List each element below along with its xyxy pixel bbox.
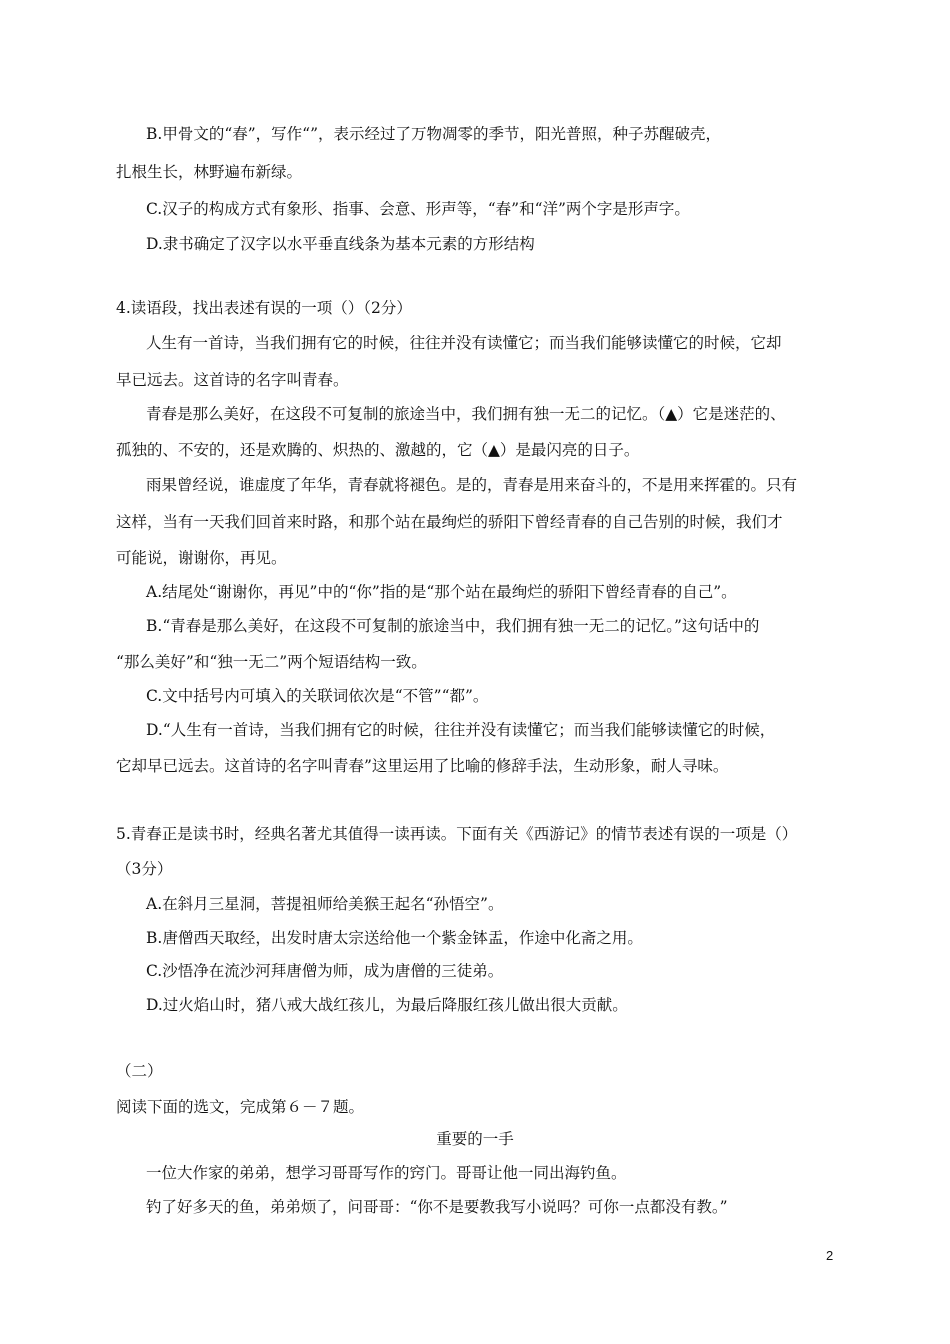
q4-passage-p2-line2: 孤独的、不安的，还是欢腾的、炽热的、激越的，它（▲）是最闪亮的日子。 (116, 441, 640, 459)
page-number: 2 (826, 1248, 834, 1263)
q3-option-b-line2: 扎根生长，林野遍布新绿。 (116, 163, 303, 181)
q4-title: 4.读语段，找出表述有误的一项（）（2分） (116, 299, 412, 317)
passage-paragraph-1: 一位大作家的弟弟，想学习哥哥写作的窍门。哥哥让他一同出海钓鱼。 (146, 1164, 627, 1182)
q4-option-b-line2: “那么美好”和“独一无二”两个短语结构一致。 (116, 653, 427, 671)
q3-option-b-line1: B.甲骨文的“春”，写作“”，表示经过了万物凋零的季节，阳光普照，种子苏醒破壳， (146, 125, 722, 143)
q4-passage-p2-line1: 青春是那么美好，在这段不可复制的旅途当中，我们拥有独一无二的记忆。（▲）它是迷茫的、 (146, 405, 786, 423)
q5-option-a: A.在斜月三星洞，菩提祖师给美猴王起名“孙悟空”。 (146, 895, 504, 913)
q4-passage-p3-line3: 可能说，谢谢你，再见。 (116, 549, 287, 567)
q5-title-line1: 5.青春正是读书时，经典名著尤其值得一读再读。下面有关《西游记》的情节表述有误的一项是（） (116, 825, 798, 843)
q4-option-d-line2: 它却早已远去。这首诗的名字叫青春”这里运用了比喻的修辞手法，生动形象，耐人寻味。 (116, 757, 729, 775)
section-heading: （二） (116, 1062, 163, 1080)
q4-passage-p3-line2: 这样，当有一天我们回首来时路，和那个站在最绚烂的骄阳下曾经青春的自己告别的时候，我们才 (116, 513, 783, 531)
passage-paragraph-2: 钓了好多天的鱼，弟弟烦了，问哥哥：“你不是要教我写小说吗？可你一点都没有教。” (146, 1198, 728, 1216)
q5-option-b: B.唐僧西天取经，出发时唐太宗送给他一个紫金钵盂，作途中化斋之用。 (146, 929, 643, 947)
q4-option-c: C.文中括号内可填入的关联词依次是“不管”“都”。 (146, 687, 489, 705)
passage-title: 重要的一手 (436, 1130, 514, 1148)
q4-option-a: A.结尾处“谢谢你，再见”中的“你”指的是“那个站在最绚烂的骄阳下曾经青春的自己”。 (146, 583, 737, 601)
q4-option-d-line1: D.“人生有一首诗，当我们拥有它的时候，往往并没有读懂它；而当我们能够读懂它的时候， (146, 721, 776, 739)
section-instruction: 阅读下面的选文，完成第６－７题。 (116, 1098, 365, 1116)
q4-passage-p1-line1: 人生有一首诗，当我们拥有它的时候，往往并没有读懂它；而当我们能够读懂它的时候，它却 (146, 334, 782, 352)
q3-option-c: C.汉子的构成方式有象形、指事、会意、形声等，“春”和“洋”两个字是形声字。 (146, 200, 690, 218)
q3-option-d: D.隶书确定了汉字以水平垂直线条为基本元素的方形结构 (146, 235, 535, 253)
q5-title-line2: （3分） (116, 860, 173, 878)
q4-passage-p3-line1: 雨果曾经说，谁虚度了年华，青春就将褪色。是的，青春是用来奋斗的，不是用来挥霍的。只有 (146, 476, 798, 494)
q4-passage-p1-line2: 早已远去。这首诗的名字叫青春。 (116, 371, 349, 389)
q4-option-b-line1: B.“青春是那么美好，在这段不可复制的旅途当中，我们拥有独一无二的记忆。”这句话中的 (146, 617, 760, 635)
q5-option-d: D.过火焰山时，猪八戒大战红孩儿，为最后降服红孩儿做出很大贡献。 (146, 996, 628, 1014)
q5-option-c: C.沙悟净在流沙河拜唐僧为师，成为唐僧的三徒弟。 (146, 962, 504, 980)
